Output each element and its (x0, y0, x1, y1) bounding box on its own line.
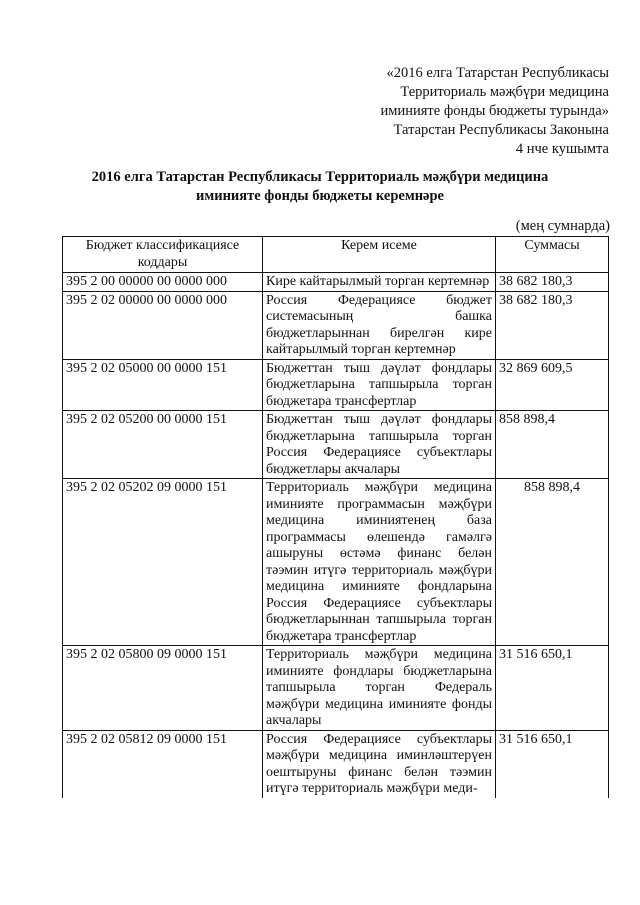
row-name: Кире кайтарылмый торган кертемнәр (263, 273, 496, 292)
header-name: Керем исеме (263, 237, 496, 273)
table-row (63, 359, 609, 411)
revenue-table (62, 236, 609, 798)
annex-number: 4 нче кушымта (515, 141, 609, 157)
row-amount: 858 898,4 (496, 411, 609, 479)
row-name: Территориаль мәҗбүри медицина иминияте программасын мәҗбүри медицина иминиятенең база программасы өлешендә гамәлгә ашыруны өстәмә финанс белән тәэмин итүгә территориаль мәҗбүри медицина иминияте фондларына Россия Федерациясе субъектлары бюджетларыннан тапшырыла торган бюджетара трансфертлар (263, 479, 496, 646)
row-name: Территориаль мәҗбүри медицина иминияте фондлары бюджетларына тапшырыла торган Федераль мәҗбүри медицина иминияте фонды акчалары (263, 646, 496, 731)
row-code: 395 2 02 05000 00 0000 151 (63, 359, 263, 411)
table-row (63, 273, 609, 292)
row-amount: 38 682 180,3 (496, 273, 609, 292)
annex-reference (309, 64, 609, 159)
row-code: 395 2 00 00000 00 0000 000 (63, 273, 263, 292)
title-line: иминияте фонды бюджеты керемнәре (195, 188, 444, 204)
row-amount: 31 516 650,1 (496, 646, 609, 731)
annex-line: Территориаль мәҗбүри медицина (400, 84, 609, 100)
row-name: Россия Федерациясе субъектлары мәҗбүри медицина иминләштерүен оештыруны финанс белән тәэмин итүгә территориаль мәҗбүри меди- (263, 730, 496, 798)
row-amount: 32 869 609,5 (496, 359, 609, 411)
table-row (63, 646, 609, 731)
row-code: 395 2 02 05200 00 0000 151 (63, 411, 263, 479)
table-row (63, 291, 609, 359)
annex-line: «2016 елга Татарстан Республикасы (386, 65, 609, 81)
row-code: 395 2 02 00000 00 0000 000 (63, 291, 263, 359)
table-header-row (63, 237, 609, 273)
table-row (63, 730, 609, 798)
row-amount: 858 898,4 (496, 479, 609, 646)
row-name: Бюджеттан тыш дәүләт фондлары бюджетларына тапшырыла торган Россия Федерациясе субъектлары бюджетлары акчалары (263, 411, 496, 479)
row-amount: 31 516 650,1 (496, 730, 609, 798)
table-row (63, 411, 609, 479)
row-name: Бюджеттан тыш дәүләт фондлары бюджетларына тапшырыла торган бюджетара трансфертлар (263, 359, 496, 411)
row-code: 395 2 02 05812 09 0000 151 (63, 730, 263, 798)
unit-label: (мең сумнарда) (515, 218, 610, 234)
header-code: Бюджет классификациясе коддары (63, 237, 263, 273)
row-code: 395 2 02 05800 09 0000 151 (63, 646, 263, 731)
annex-line: иминияте фонды бюджеты турында» (380, 103, 609, 119)
row-amount: 38 682 180,3 (496, 291, 609, 359)
table-row (63, 479, 609, 646)
title-line: 2016 елга Татарстан Республикасы Территориаль мәҗбүри медицина (91, 169, 549, 185)
annex-line: Татарстан Республикасы Законына (393, 122, 609, 138)
header-amount: Суммасы (496, 237, 609, 273)
row-code: 395 2 02 05202 09 0000 151 (63, 479, 263, 646)
document-title (60, 168, 580, 206)
row-name: Россия Федерациясе бюджет системасының башка бюджетларыннан бирелгән кире кайтарылмый торган кертемнәр (263, 291, 496, 359)
